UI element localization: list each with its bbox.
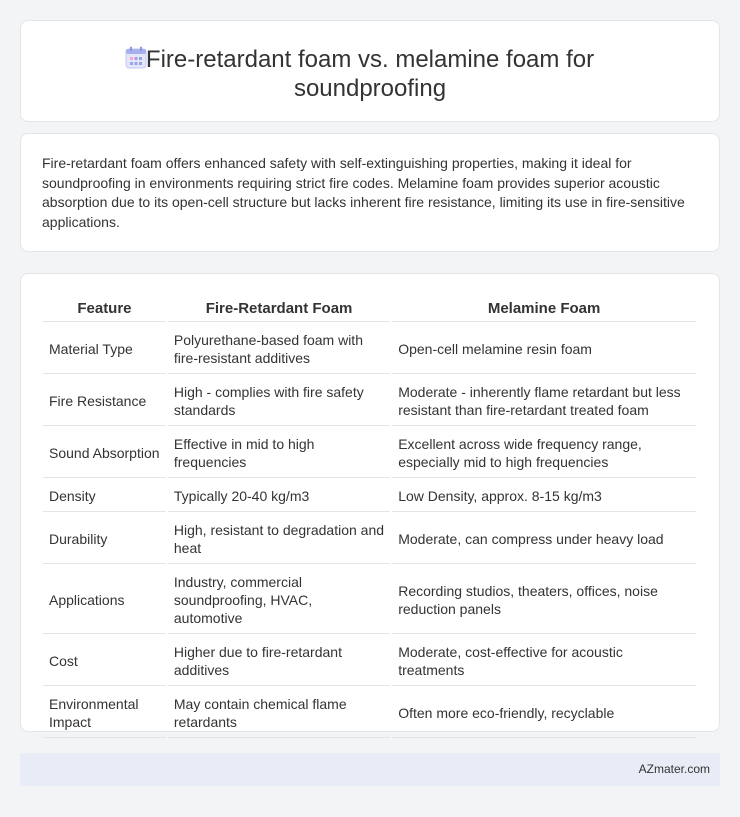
fire-retardant-cell: Industry, commercial soundproofing, HVAC, automotive bbox=[168, 566, 390, 634]
comparison-table bbox=[41, 296, 698, 740]
page-title-line-1: Fire-retardant foam vs. melamine foam for bbox=[145, 46, 595, 73]
footer-bar bbox=[20, 753, 720, 786]
table-row bbox=[43, 324, 696, 374]
header-melamine-foam: Melamine Foam bbox=[392, 298, 696, 322]
feature-cell: Durability bbox=[43, 514, 166, 564]
feature-cell: Density bbox=[43, 480, 166, 512]
fire-retardant-cell: Effective in mid to high frequencies bbox=[168, 428, 390, 478]
melamine-cell: Moderate, cost-effective for acoustic treatments bbox=[392, 636, 696, 686]
melamine-cell: Recording studios, theaters, offices, noise reduction panels bbox=[392, 566, 696, 634]
summary-text: Fire-retardant foam offers enhanced safety with self-extinguishing properties, making it ideal for soundproofing in environments requiring strict fire codes. Melamine foam provides superior acoustic absorption due to its open-cell structure but lacks inherent fire resistance, limiting its use in fire-sensitive applications. bbox=[42, 155, 685, 230]
page-title bbox=[21, 45, 719, 103]
page-title-line-2: soundproofing bbox=[293, 75, 447, 102]
feature-cell: Fire Resistance bbox=[43, 376, 166, 426]
fire-retardant-cell: High - complies with fire safety standards bbox=[168, 376, 390, 426]
melamine-cell: Excellent across wide frequency range, especially mid to high frequencies bbox=[392, 428, 696, 478]
feature-cell: Environmental Impact bbox=[43, 688, 166, 738]
footer-site-link[interactable]: AZmater.com bbox=[638, 762, 710, 776]
table-row bbox=[43, 636, 696, 686]
table-row bbox=[43, 688, 696, 738]
title-card bbox=[20, 20, 720, 122]
fire-retardant-cell: Polyurethane-based foam with fire-resistant additives bbox=[168, 324, 390, 374]
summary-card bbox=[20, 133, 720, 252]
feature-cell: Applications bbox=[43, 566, 166, 634]
melamine-cell: Moderate - inherently flame retardant but less resistant than fire-retardant treated foam bbox=[392, 376, 696, 426]
melamine-cell: Open-cell melamine resin foam bbox=[392, 324, 696, 374]
table-row bbox=[43, 514, 696, 564]
fire-retardant-cell: Higher due to fire-retardant additives bbox=[168, 636, 390, 686]
table-row bbox=[43, 428, 696, 478]
header-feature: Feature bbox=[43, 298, 166, 322]
melamine-cell: Low Density, approx. 8-15 kg/m3 bbox=[392, 480, 696, 512]
fire-retardant-cell: May contain chemical flame retardants bbox=[168, 688, 390, 738]
feature-cell: Material Type bbox=[43, 324, 166, 374]
feature-cell: Sound Absorption bbox=[43, 428, 166, 478]
fire-retardant-cell: Typically 20-40 kg/m3 bbox=[168, 480, 390, 512]
table-header-row bbox=[43, 298, 696, 322]
table-row bbox=[43, 376, 696, 426]
fire-retardant-cell: High, resistant to degradation and heat bbox=[168, 514, 390, 564]
table-row bbox=[43, 480, 696, 512]
table-row bbox=[43, 566, 696, 634]
comparison-card bbox=[20, 273, 720, 732]
melamine-cell: Moderate, can compress under heavy load bbox=[392, 514, 696, 564]
melamine-cell: Often more eco-friendly, recyclable bbox=[392, 688, 696, 738]
feature-cell: Cost bbox=[43, 636, 166, 686]
header-fire-retardant-foam: Fire-Retardant Foam bbox=[168, 298, 390, 322]
